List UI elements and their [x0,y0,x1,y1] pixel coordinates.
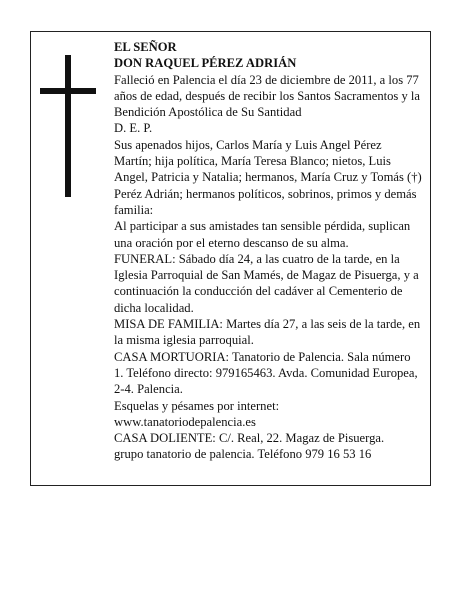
condolences-label: Esquelas y pésames por internet: [114,398,280,413]
death-info: Falleció en Palencia el día 23 de diciembre de 2011, a los 77 años de edad, después de recibir los Santos Sacramentos y la Bendición Apostólica de Su Santidad [114,72,421,120]
dep-text: D. E. P. [114,121,153,136]
cross-icon [40,55,96,197]
prayer-request: Al participar a sus amistades tan sensible pérdida, suplican una oración por el eterno descanso de su alma. [114,219,411,250]
funeral-info: FUNERAL: Sábado día 24, a las cuatro de la tarde, en la Iglesia Parroquial de San Mamés, de Magaz de Pisuerga, y a continuación la conducción del cadáver al Cementerio de dicha localidad. [114,251,419,315]
mourning-house-info: CASA DOLIENTE: C/. Real, 22. Magaz de Pisuerga. [114,431,385,446]
obituary-text [114,39,422,463]
family-list: Sus apenados hijos, Carlos María y Luis Angel Pérez Martín; hija política, María Teresa Blanco; nietos, Luis Angel, Patricia y Natalia; hermanos, María Cruz y Tomás (†) Peréz Adrián; hermanos políticos, sobrinos, primos y demás familia: [114,137,422,217]
website-link[interactable]: www.tanatoriodepalencia.es [114,414,256,429]
mortuary-info: CASA MORTUORIA: Tanatorio de Palencia. Sala número 1. Teléfono directo: 979165463. Avda. Comunidad Europea, 2-4. Palencia. [114,349,418,397]
family-mass-info: MISA DE FAMILIA: Martes día 27, a las seis de la tarde, en la misma iglesia parroquial. [114,317,421,348]
group-contact-info: grupo tanatorio de palencia. Teléfono 979 16 53 16 [114,447,372,462]
notice-title-line-1: EL SEÑOR [114,40,177,54]
deceased-name: DON RAQUEL PÉREZ ADRIÁN [114,56,297,71]
